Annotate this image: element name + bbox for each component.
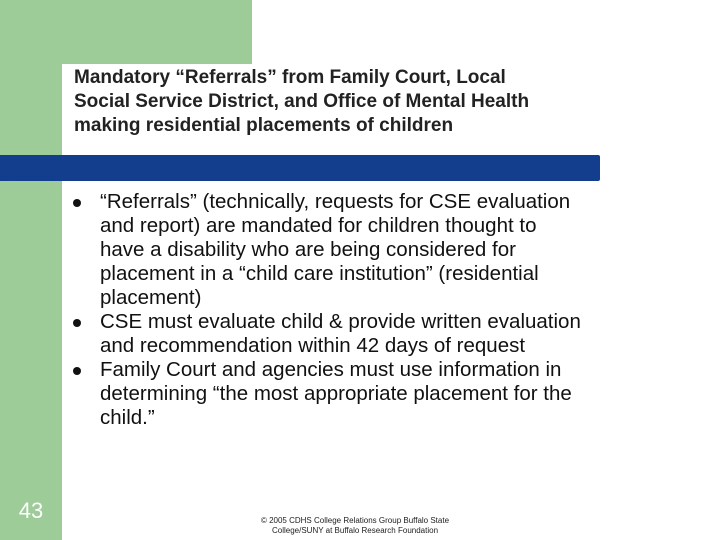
slide-number: 43 (18, 498, 44, 523)
footer-line: © 2005 CDHS College Relations Group Buffalo State (260, 516, 450, 525)
bullet-line: CSE must evaluate child & provide written evaluation (100, 310, 581, 333)
copyright-footer (200, 516, 510, 536)
slide-title-line: making residential placements of children (74, 115, 454, 136)
slide-title (74, 66, 674, 138)
bullet-list (70, 190, 680, 430)
bullet-dot-icon (73, 319, 81, 327)
bullet-line: and recommendation within 42 days of request (100, 334, 526, 357)
bullet-line: determining “the most appropriate placement for the (100, 382, 572, 405)
top-decorative-block (0, 0, 252, 64)
bullet-dot-icon (73, 199, 81, 207)
bullet-item-cse-evaluation (70, 310, 680, 358)
title-underline-bar-tail (0, 168, 12, 181)
bullet-line: placement in a “child care institution” (residential (100, 262, 539, 285)
footer-line: College/SUNY at Buffalo Research Foundation (271, 526, 439, 535)
bullet-line: and report) are mandated for children thought to (100, 214, 537, 237)
bullet-item-family-court (70, 358, 680, 430)
slide-title-line: Social Service District, and Office of Mental Health (74, 91, 530, 112)
bullet-line: have a disability who are being considered for (100, 238, 516, 261)
slide-title-line: Mandatory “Referrals” from Family Court, Local (74, 67, 506, 88)
bullet-line: child.” (100, 406, 155, 429)
bullet-line: Family Court and agencies must use information in (100, 358, 562, 381)
bullet-dot-icon (73, 367, 81, 375)
left-decorative-band (0, 0, 62, 540)
bullet-line: placement) (100, 286, 202, 309)
title-underline-bar (0, 155, 600, 181)
bullet-item-referrals (70, 190, 680, 310)
bullet-line: “Referrals” (technically, requests for CSE evaluation (100, 190, 571, 213)
